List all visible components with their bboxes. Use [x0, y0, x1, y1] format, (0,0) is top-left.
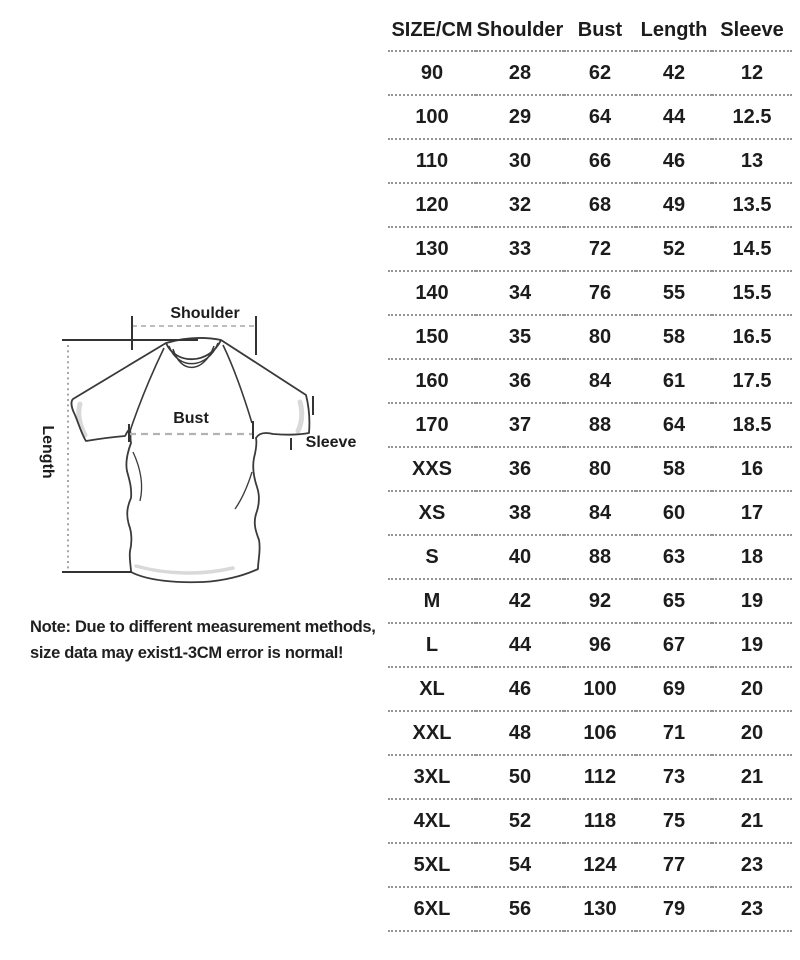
table-row	[388, 491, 792, 535]
measurement-cell: 65	[636, 579, 712, 623]
measurement-cell: 16.5	[712, 315, 792, 359]
measurement-cell: 76	[564, 271, 636, 315]
measurement-cell: 17	[712, 491, 792, 535]
measurement-cell: 84	[564, 359, 636, 403]
measurement-cell: 44	[476, 623, 564, 667]
measurement-note	[30, 614, 386, 666]
size-cell: L	[388, 623, 476, 667]
measurement-cell: 58	[636, 315, 712, 359]
measurement-cell: 54	[476, 843, 564, 887]
measurement-cell: 40	[476, 535, 564, 579]
measurement-cell: 15.5	[712, 271, 792, 315]
measurement-cell: 36	[476, 359, 564, 403]
measurement-cell: 13.5	[712, 183, 792, 227]
tshirt-diagram-svg	[28, 292, 380, 616]
right-wrinkle-line	[235, 472, 252, 509]
bust-label: Bust	[173, 410, 209, 427]
measurement-cell: 88	[564, 403, 636, 447]
measurement-cell: 96	[564, 623, 636, 667]
measurement-cell: 16	[712, 447, 792, 491]
size-cell: M	[388, 579, 476, 623]
measurement-cell: 124	[564, 843, 636, 887]
left-wrinkle-line	[133, 452, 142, 501]
measurement-cell: 61	[636, 359, 712, 403]
column-header-bust: Bust	[564, 10, 636, 51]
measurement-cell: 12.5	[712, 95, 792, 139]
table-row	[388, 95, 792, 139]
measurement-cell: 36	[476, 447, 564, 491]
measurement-cell: 118	[564, 799, 636, 843]
table-row	[388, 887, 792, 931]
measurement-cell: 18.5	[712, 403, 792, 447]
tshirt-measurement-diagram	[28, 292, 380, 616]
measurement-cell: 80	[564, 447, 636, 491]
measurement-cell: 73	[636, 755, 712, 799]
size-cell: 120	[388, 183, 476, 227]
measurement-cell: 106	[564, 711, 636, 755]
size-cell: S	[388, 535, 476, 579]
measurement-cell: 19	[712, 623, 792, 667]
table-row	[388, 535, 792, 579]
column-header-size-cm: SIZE/CM	[388, 10, 476, 51]
size-table-header-row	[388, 10, 792, 51]
measurement-cell: 52	[636, 227, 712, 271]
right-sleeve-shading	[298, 402, 302, 431]
size-cell: XXS	[388, 447, 476, 491]
note-line-1: Note: Due to different measurement methods,	[30, 618, 376, 636]
size-cell: 170	[388, 403, 476, 447]
table-row	[388, 271, 792, 315]
measurement-cell: 28	[476, 51, 564, 95]
size-cell: 90	[388, 51, 476, 95]
measurement-cell: 34	[476, 271, 564, 315]
size-cell: 160	[388, 359, 476, 403]
measurement-cell: 44	[636, 95, 712, 139]
measurement-cell: 112	[564, 755, 636, 799]
measurement-cell: 30	[476, 139, 564, 183]
measurement-cell: 55	[636, 271, 712, 315]
measurement-cell: 21	[712, 755, 792, 799]
measurement-cell: 38	[476, 491, 564, 535]
size-cell: 110	[388, 139, 476, 183]
measurement-cell: 42	[636, 51, 712, 95]
tshirt-outline	[72, 338, 310, 582]
measurement-cell: 88	[564, 535, 636, 579]
measurement-cell: 68	[564, 183, 636, 227]
measurement-cell: 130	[564, 887, 636, 931]
measurement-cell: 52	[476, 799, 564, 843]
size-cell: 5XL	[388, 843, 476, 887]
size-cell: XL	[388, 667, 476, 711]
measurement-cell: 12	[712, 51, 792, 95]
measurement-cell: 29	[476, 95, 564, 139]
left-sleeve-seam	[129, 348, 164, 434]
length-label: Length	[39, 425, 56, 479]
column-header-shoulder: Shoulder	[476, 10, 564, 51]
measurement-cell: 92	[564, 579, 636, 623]
sleeve-label: Sleeve	[305, 434, 357, 451]
measurement-cell: 17.5	[712, 359, 792, 403]
table-row	[388, 315, 792, 359]
size-cell: 140	[388, 271, 476, 315]
measurement-cell: 80	[564, 315, 636, 359]
measurement-cell: 75	[636, 799, 712, 843]
note-line-2: size data may exist1-3CM error is normal!	[30, 644, 344, 662]
measurement-cell: 100	[564, 667, 636, 711]
measurement-cell: 21	[712, 799, 792, 843]
table-row	[388, 667, 792, 711]
measurement-cell: 32	[476, 183, 564, 227]
measurement-cell: 42	[476, 579, 564, 623]
size-cell: XS	[388, 491, 476, 535]
size-cell: 130	[388, 227, 476, 271]
measurement-cell: 37	[476, 403, 564, 447]
table-row	[388, 139, 792, 183]
size-cell: XXL	[388, 711, 476, 755]
size-cell: 3XL	[388, 755, 476, 799]
measurement-cell: 33	[476, 227, 564, 271]
measurement-cell: 67	[636, 623, 712, 667]
measurement-cell: 60	[636, 491, 712, 535]
table-row	[388, 403, 792, 447]
measurement-cell: 23	[712, 887, 792, 931]
table-row	[388, 579, 792, 623]
shoulder-label: Shoulder	[170, 305, 240, 322]
measurement-cell: 84	[564, 491, 636, 535]
table-row	[388, 843, 792, 887]
measurement-cell: 23	[712, 843, 792, 887]
table-row	[388, 51, 792, 95]
measurement-cell: 77	[636, 843, 712, 887]
size-cell: 150	[388, 315, 476, 359]
measurement-cell: 50	[476, 755, 564, 799]
table-row	[388, 447, 792, 491]
table-row	[388, 227, 792, 271]
measurement-cell: 64	[564, 95, 636, 139]
measurement-cell: 46	[636, 139, 712, 183]
measurement-cell: 20	[712, 667, 792, 711]
measurement-cell: 19	[712, 579, 792, 623]
table-row	[388, 359, 792, 403]
measurement-cell: 20	[712, 711, 792, 755]
table-row	[388, 799, 792, 843]
hem-shading	[136, 566, 233, 573]
measurement-cell: 62	[564, 51, 636, 95]
measurement-cell: 46	[476, 667, 564, 711]
table-row	[388, 711, 792, 755]
measurement-cell: 13	[712, 139, 792, 183]
measurement-cell: 69	[636, 667, 712, 711]
table-row	[388, 183, 792, 227]
measurement-cell: 71	[636, 711, 712, 755]
measurement-cell: 79	[636, 887, 712, 931]
measurement-cell: 14.5	[712, 227, 792, 271]
measurement-cell: 72	[564, 227, 636, 271]
measurement-cell: 18	[712, 535, 792, 579]
column-header-sleeve: Sleeve	[712, 10, 792, 51]
measurement-cell: 64	[636, 403, 712, 447]
measurement-cell: 58	[636, 447, 712, 491]
measurement-cell: 56	[476, 887, 564, 931]
measurement-cell: 35	[476, 315, 564, 359]
table-row	[388, 623, 792, 667]
measurement-cell: 63	[636, 535, 712, 579]
size-cell: 4XL	[388, 799, 476, 843]
size-table-body	[388, 51, 792, 931]
column-header-length: Length	[636, 10, 712, 51]
measurement-cell: 49	[636, 183, 712, 227]
table-row	[388, 755, 792, 799]
size-table	[388, 10, 792, 932]
measurement-cell: 66	[564, 139, 636, 183]
size-cell: 6XL	[388, 887, 476, 931]
size-cell: 100	[388, 95, 476, 139]
measurement-cell: 48	[476, 711, 564, 755]
